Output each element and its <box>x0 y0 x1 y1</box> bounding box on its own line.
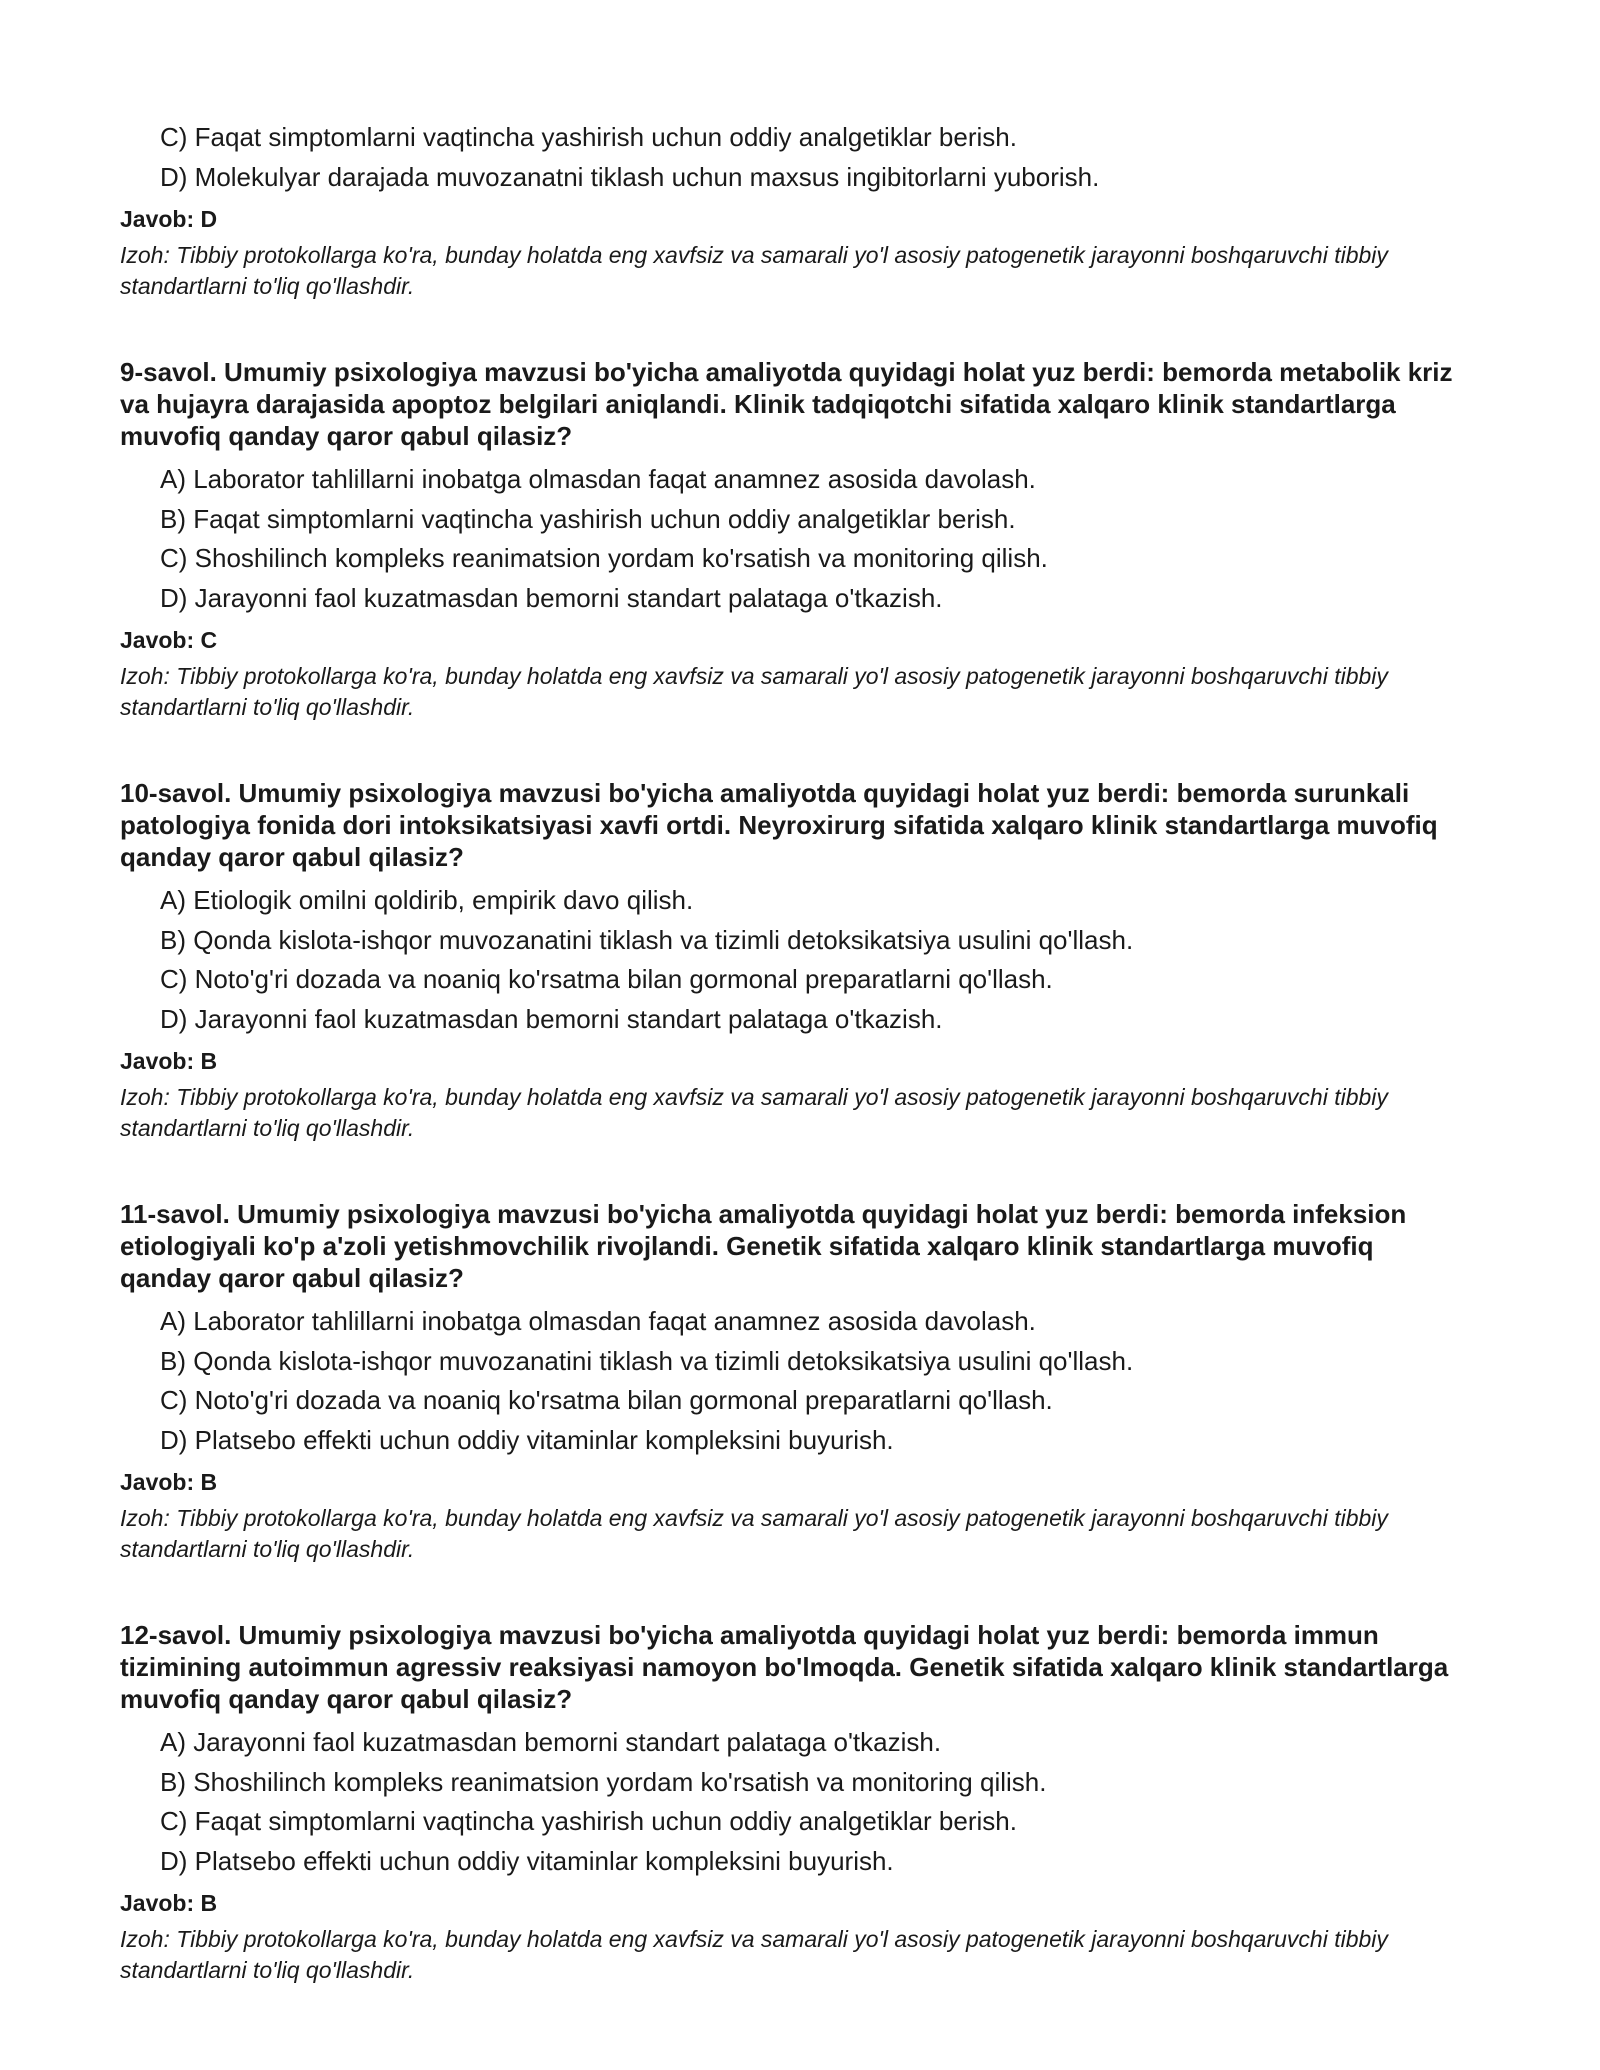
option-b: B) Qonda kislota-ishqor muvozanatini tiklash va tizimli detoksikatsiya usulini qo'llash. <box>160 1345 1134 1376</box>
question-block-11 <box>120 1198 1460 1565</box>
explanation-note: Izoh: Tibbiy protokollarga ko'ra, bunday holatda eng xavfsiz va samarali yo'l asosiy patogenetik jarayonni boshqaruvchi tibbiy standartlarni to'liq qo'llashdir. <box>120 1926 1388 1983</box>
question-block-9 <box>120 356 1460 723</box>
option-b: B) Qonda kislota-ishqor muvozanatini tiklash va tizimli detoksikatsiya usulini qo'llash. <box>160 924 1134 955</box>
question-text: 11-savol. Umumiy psixologiya mavzusi bo'yicha amaliyotda quyidagi holat yuz berdi: bemorda infeksion etiologiyali ko'p a'zoli yetishmovchilik rivojlandi. Genetik sifatida xalqaro klinik standartlarga muvofiq qanday qaror qabul qilasiz? <box>120 1199 1407 1293</box>
option-c: C) Faqat simptomlarni vaqtincha yashirish uchun oddiy analgetiklar berish. <box>160 1806 1017 1836</box>
option-a: A) Jarayonni faol kuzatmasdan bemorni standart palataga o'tkazish. <box>160 1727 942 1757</box>
option-a: A) Laborator tahlillarni inobatga olmasdan faqat anamnez asosida davolash. <box>160 464 1036 494</box>
option-d: D) Platsebo effekti uchun oddiy vitaminlar kompleksini buyurish. <box>160 1845 894 1876</box>
question-text: 10-savol. Umumiy psixologiya mavzusi bo'yicha amaliyotda quyidagi holat yuz berdi: bemorda surunkali patologiya fonida dori intoksikatsiyasi xavfi ortdi. Neyroxirurg sifatida xalqaro klinik standartlarga muvofiq qanday qaror qabul qilasiz? <box>120 778 1438 872</box>
answer-label: Javob: B <box>120 1048 218 1074</box>
option-list <box>120 881 1460 1039</box>
option-c: C) Noto'g'ri dozada va noaniq ko'rsatma bilan gormonal preparatlarni qo'llash. <box>160 1385 1053 1415</box>
explanation-note: Izoh: Tibbiy protokollarga ko'ra, bunday holatda eng xavfsiz va samarali yo'l asosiy patogenetik jarayonni boshqaruvchi tibbiy standartlarni to'liq qo'llashdir. <box>120 663 1388 720</box>
explanation-note: Izoh: Tibbiy protokollarga ko'ra, bunday holatda eng xavfsiz va samarali yo'l asosiy patogenetik jarayonni boshqaruvchi tibbiy standartlarni to'liq qo'llashdir. <box>120 1084 1388 1141</box>
option-b: B) Shoshilinch kompleks reanimatsion yordam ko'rsatish va monitoring qilish. <box>160 1766 1047 1797</box>
option-c: C) Noto'g'ri dozada va noaniq ko'rsatma bilan gormonal preparatlarni qo'llash. <box>160 964 1053 994</box>
question-text: 12-savol. Umumiy psixologiya mavzusi bo'yicha amaliyotda quyidagi holat yuz berdi: bemorda immun tizimining autoimmun agressiv reaksiyasi namoyon bo'lmoqda. Genetik sifatida xalqaro klinik standartlarga muvofiq qanday qaror qabul qilasiz? <box>120 1620 1449 1714</box>
answer-label: Javob: C <box>120 627 218 653</box>
option-d: D) Platsebo effekti uchun oddiy vitaminlar kompleksini buyurish. <box>160 1424 894 1455</box>
option-list <box>120 118 1460 197</box>
option-list <box>120 1302 1460 1460</box>
question-block-continued <box>120 118 1460 302</box>
option-d: D) Molekulyar darajada muvozanatni tiklash uchun maxsus ingibitorlarni yuborish. <box>160 161 1100 192</box>
option-c: C) Shoshilinch kompleks reanimatsion yordam ko'rsatish va monitoring qilish. <box>160 543 1048 573</box>
option-d: D) Jarayonni faol kuzatmasdan bemorni standart palataga o'tkazish. <box>160 1003 943 1034</box>
option-list <box>120 1723 1460 1881</box>
option-a: A) Laborator tahlillarni inobatga olmasdan faqat anamnez asosida davolash. <box>160 1306 1036 1336</box>
answer-label: Javob: B <box>120 1469 218 1495</box>
question-text: 9-savol. Umumiy psixologiya mavzusi bo'yicha amaliyotda quyidagi holat yuz berdi: bemorda metabolik kriz va hujayra darajasida apoptoz belgilari aniqlandi. Klinik tadqiqotchi sifatida xalqaro klinik standartlarga muvofiq qanday qaror qabul qilasiz? <box>120 357 1453 451</box>
option-b: B) Faqat simptomlarni vaqtincha yashirish uchun oddiy analgetiklar berish. <box>160 503 1016 534</box>
answer-label: Javob: B <box>120 1890 218 1916</box>
question-block-12 <box>120 1619 1460 1986</box>
option-a: A) Etiologik omilni qoldirib, empirik davo qilish. <box>160 885 694 915</box>
answer-label: Javob: D <box>120 206 218 232</box>
explanation-note: Izoh: Tibbiy protokollarga ko'ra, bunday holatda eng xavfsiz va samarali yo'l asosiy patogenetik jarayonni boshqaruvchi tibbiy standartlarni to'liq qo'llashdir. <box>120 242 1388 299</box>
option-list <box>120 460 1460 618</box>
option-c: C) Faqat simptomlarni vaqtincha yashirish uchun oddiy analgetiklar berish. <box>160 122 1017 152</box>
question-block-10 <box>120 777 1460 1144</box>
explanation-note: Izoh: Tibbiy protokollarga ko'ra, bunday holatda eng xavfsiz va samarali yo'l asosiy patogenetik jarayonni boshqaruvchi tibbiy standartlarni to'liq qo'llashdir. <box>120 1505 1388 1562</box>
option-d: D) Jarayonni faol kuzatmasdan bemorni standart palataga o'tkazish. <box>160 582 943 613</box>
